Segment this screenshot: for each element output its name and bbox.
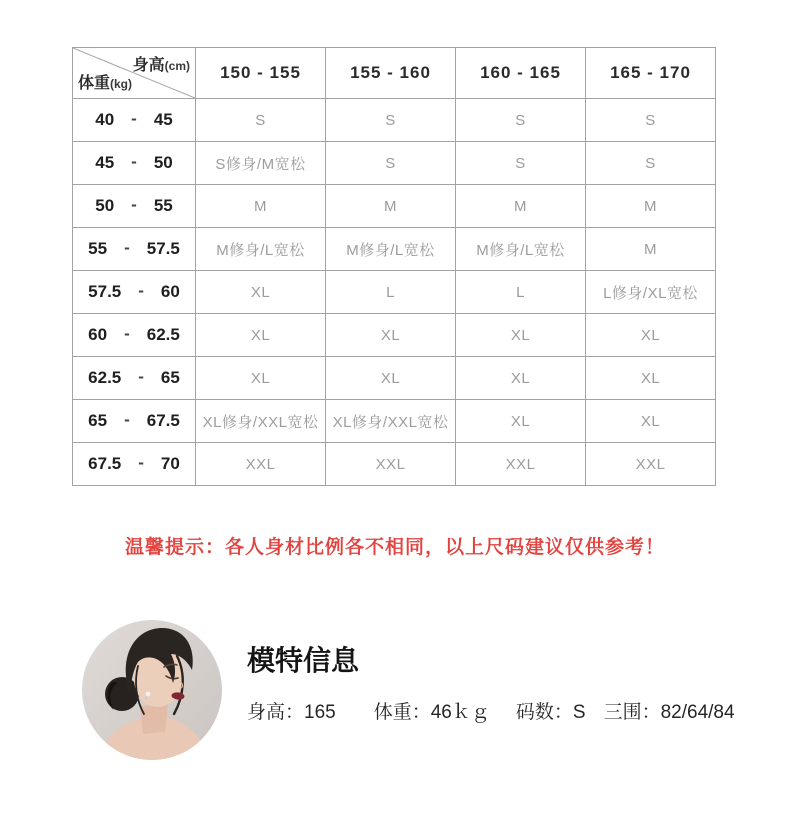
stat-height [247,697,336,724]
weight-to: 65 [160,368,180,387]
weight-to: 50 [153,153,173,172]
size-cell: XL [456,357,586,400]
table-row [73,357,716,400]
size-cell: XL [456,400,586,443]
stat-label: 码数： [515,702,573,723]
model-avatar-photo [82,620,222,760]
size-cell: M [456,185,586,228]
size-cell: M [586,185,716,228]
weight-range-cell [73,271,196,314]
size-cell: S [326,99,456,142]
weight-range-cell [73,142,196,185]
size-cell: XL [586,357,716,400]
height-column-header: 165 - 170 [586,48,716,99]
size-cell: XL [196,357,326,400]
size-cell: S [326,142,456,185]
range-dash: - [138,453,144,472]
size-cell: S [456,99,586,142]
weight-from: 62.5 [88,368,122,387]
height-label: 身高 [132,57,165,74]
stat-measurements [604,697,735,724]
size-cell: XXL [326,443,456,486]
weight-range-cell [73,357,196,400]
size-cell: M修身/L宽松 [456,228,586,271]
table-header-row [73,48,716,99]
table-row [73,314,716,357]
range-dash: - [124,238,130,257]
weight-range-cell [73,314,196,357]
range-dash: - [131,109,137,128]
size-cell: XXL [456,443,586,486]
size-cell: M [586,228,716,271]
size-cell: XL [456,314,586,357]
size-cell: S [196,99,326,142]
size-cell: XL [586,314,716,357]
size-cell: XXL [196,443,326,486]
weight-to: 60 [160,282,180,301]
size-cell: XL [586,400,716,443]
height-unit: (cm) [164,59,190,73]
stat-label: 身高： [247,702,305,723]
weight-to: 67.5 [146,411,180,430]
model-info-title: 模特信息 [247,645,360,676]
model-stats-row [247,697,735,724]
weight-from: 60 [88,325,108,344]
range-dash: - [138,367,144,386]
weight-range-cell [73,99,196,142]
table-row [73,271,716,314]
table-row [73,185,716,228]
range-dash: - [131,195,137,214]
table-row [73,443,716,486]
height-column-header: 160 - 165 [456,48,586,99]
height-axis-label [133,52,190,75]
height-column-header: 150 - 155 [196,48,326,99]
size-cell: M修身/L宽松 [326,228,456,271]
weight-from: 50 [95,196,115,215]
weight-from: 45 [95,153,115,172]
size-cell: L [456,271,586,314]
table-row [73,142,716,185]
weight-range-cell [73,185,196,228]
size-cell: M修身/L宽松 [196,228,326,271]
stat-value: 165 [304,702,336,723]
weight-label: 体重 [78,75,111,92]
weight-to: 45 [153,110,173,129]
size-cell: XL [326,357,456,400]
size-cell: XL [326,314,456,357]
range-dash: - [124,324,130,343]
size-cell: XXL [586,443,716,486]
range-dash: - [138,281,144,300]
stat-label: 体重： [373,702,431,723]
size-cell: M [196,185,326,228]
table-row [73,228,716,271]
range-dash: - [131,152,137,171]
size-cell: XL修身/XXL宽松 [196,400,326,443]
weight-to: 55 [153,196,173,215]
weight-from: 40 [95,110,115,129]
size-cell: XL [196,271,326,314]
size-cell: S [456,142,586,185]
size-cell: S [586,142,716,185]
weight-to: 70 [160,454,180,473]
size-cell: XL [196,314,326,357]
weight-range-cell [73,228,196,271]
weight-from: 57.5 [88,282,122,301]
stat-label: 三围： [603,702,661,723]
stat-weight [374,697,490,724]
size-cell: S [586,99,716,142]
weight-range-cell [73,400,196,443]
table-corner-cell [73,48,196,99]
stat-value: 46ｋｇ [430,702,490,723]
size-cell: XL修身/XXL宽松 [326,400,456,443]
stat-size [516,697,586,724]
weight-from: 55 [88,239,108,258]
size-cell: L [326,271,456,314]
height-column-header: 155 - 160 [326,48,456,99]
stat-value: 82/64/84 [660,702,735,723]
table-row [73,400,716,443]
size-cell: L修身/XL宽松 [586,271,716,314]
size-notice: 温馨提示：各人身材比例各不相同，以上尺码建议仅供参考！ [124,537,665,558]
weight-from: 65 [88,411,108,430]
model-portrait-illustration [82,620,222,760]
table-row [73,99,716,142]
stat-value: S [572,702,586,723]
size-cell: S修身/M宽松 [196,142,326,185]
weight-unit: (kg) [110,77,133,91]
size-chart-table [72,47,716,486]
range-dash: - [124,410,130,429]
size-cell: M [326,185,456,228]
weight-from: 67.5 [88,454,122,473]
weight-to: 57.5 [146,239,180,258]
weight-axis-label [78,70,132,93]
weight-to: 62.5 [146,325,180,344]
weight-range-cell [73,443,196,486]
